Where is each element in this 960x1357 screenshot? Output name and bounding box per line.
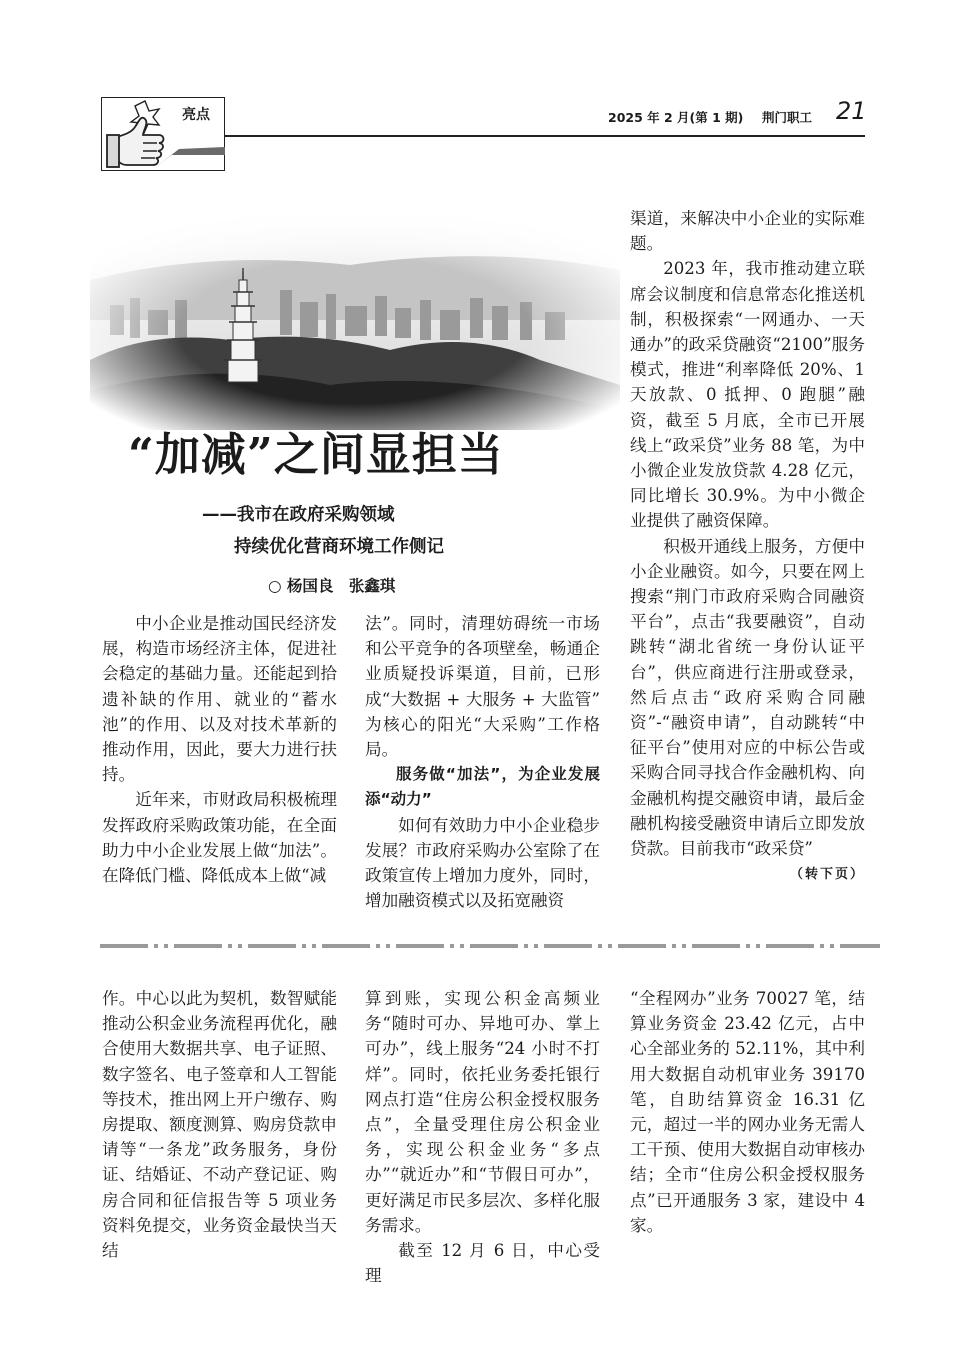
- page-number: 21: [836, 97, 867, 125]
- header-logo-box: [101, 97, 225, 171]
- paragraph: [630, 534, 865, 883]
- lower-column-2: [365, 986, 600, 1288]
- pagoda-photo: [90, 210, 620, 430]
- paragraph: 截至 12 月 6 日，中心受理: [365, 1241, 600, 1286]
- article-subtitle-2: 持续优化营商环境工作侧记: [234, 537, 444, 557]
- paragraph: 渠道，来解决中小企业的实际难题。: [630, 209, 865, 254]
- column-1: [102, 611, 337, 888]
- lower-column-1: [102, 986, 337, 1263]
- section-heading: 服务做“加法”，为企业发展添“动力”: [365, 765, 600, 809]
- article-subtitle-1: ——我市在政府采购领域: [202, 505, 395, 525]
- column-3: [630, 206, 865, 887]
- paragraph: 作。中心以此为契机，数智赋能推动公积金业务流程再优化，融合使用大数据共享、电子证照、数字签名、电子签章和人工智能等技术，推出网上开户缴存、购房提取、额度测算、购房贷款申请等“一条龙”政务服务，身份证、结婚证、不动产登记证、购房合同和征信报告等 5 项业务资料免提交，业务资金最快当天结: [102, 989, 337, 1261]
- paragraph: 中小企业是推动国民经济发展，构造市场经济主体，促进社会稳定的基础力量。还能起到拾遗补缺的作用、就业的“蓄水池”的作用、以及对技术革新的推动作用，因此，要大力进行扶持。: [102, 614, 337, 785]
- section-label: 亮点: [182, 107, 210, 123]
- paragraph: 法”。同时，清理妨碍统一市场和公平竞争的各项壁垒，畅通企业质疑投诉渠道，目前，已形成“大数据 + 大服务 + 大监管” 为核心的阳光“大采购”工作格局。: [365, 614, 600, 760]
- paragraph: “全程网办”业务 70027 笔，结算业务资金 23.42 亿元，占中心全部业务的 52.11%，其中利用大数据自动机审业务 39170 笔，自助结算资金 16.31 亿元，超过一半的网办业务无需人工干预、使用大数据自动审核办结；全市“住房公积金授权服务点”已开通服务 3 家，建设中 4 家。: [630, 989, 865, 1235]
- article-title: “加减”之间显担当: [128, 428, 504, 481]
- paragraph: 算到账，实现公积金高频业务“随时可办、异地可办、掌上可办”，线上服务“24 小时不打烊”。同时，依托业务委托银行网点打造“住房公积金授权服务点”，全量受理住房公积金业务，实现公积金业务“多点办”“就近办”和“节假日可办”，更好满足市民多层次、多样化服务需求。: [365, 989, 600, 1235]
- header-journal: 荆门职工: [762, 110, 813, 125]
- header-rule: [225, 135, 865, 137]
- article-byline: ○ 杨国良 张鑫琪: [268, 576, 396, 595]
- column-2: [365, 611, 600, 913]
- paragraph-text: 积极开通线上服务，方便中小企业融资。如今，只要在网上搜索“荆门市政府采购合同融资平台”，点击“我要融资”，自动跳转“湖北省统一身份认证平台”，供应商进行注册或登录，然后点击“政府采购合同融资”-“融资申请”，自动跳转“中征平台”使用对应的中标公告或采购合同寻找合作金融机构、向金融机构提交融资申请，最后金融机构接受融资申请后立即发放贷款。目前我市“政采贷”: [630, 536, 865, 859]
- header-issue: 2025 年 2 月(第 1 期): [608, 110, 744, 125]
- continued-note: （转下页）: [789, 867, 865, 883]
- paragraph: 2023 年，我市推动建立联席会议制度和信息常态化推送机制，积极探索“一网通办、一天通办”的政采贷融资“2100”服务模式，推进“利率降低 20%、1 天放款、0 抵押、0 跑腿”融资，截至 5 月底，全市已开展线上“政采贷”业务 88 笔，为中小微企业发放贷款 4.28 亿元，同比增长 30.9%。为中小微企业提供了融资保障。: [630, 259, 865, 531]
- section-divider: [100, 942, 880, 950]
- paragraph: 近年来，市财政局积极梳理发挥政府采购政策功能，在全面助力中小企业发展上做“加法”。在降低门槛、降低成本上做“减: [102, 790, 337, 886]
- paragraph: 如何有效助力中小企业稳步发展？市政府采购办公室除了在政策宣传上增加力度外，同时，增加融资模式以及拓宽融资: [365, 815, 600, 911]
- lower-column-3: [630, 986, 865, 1238]
